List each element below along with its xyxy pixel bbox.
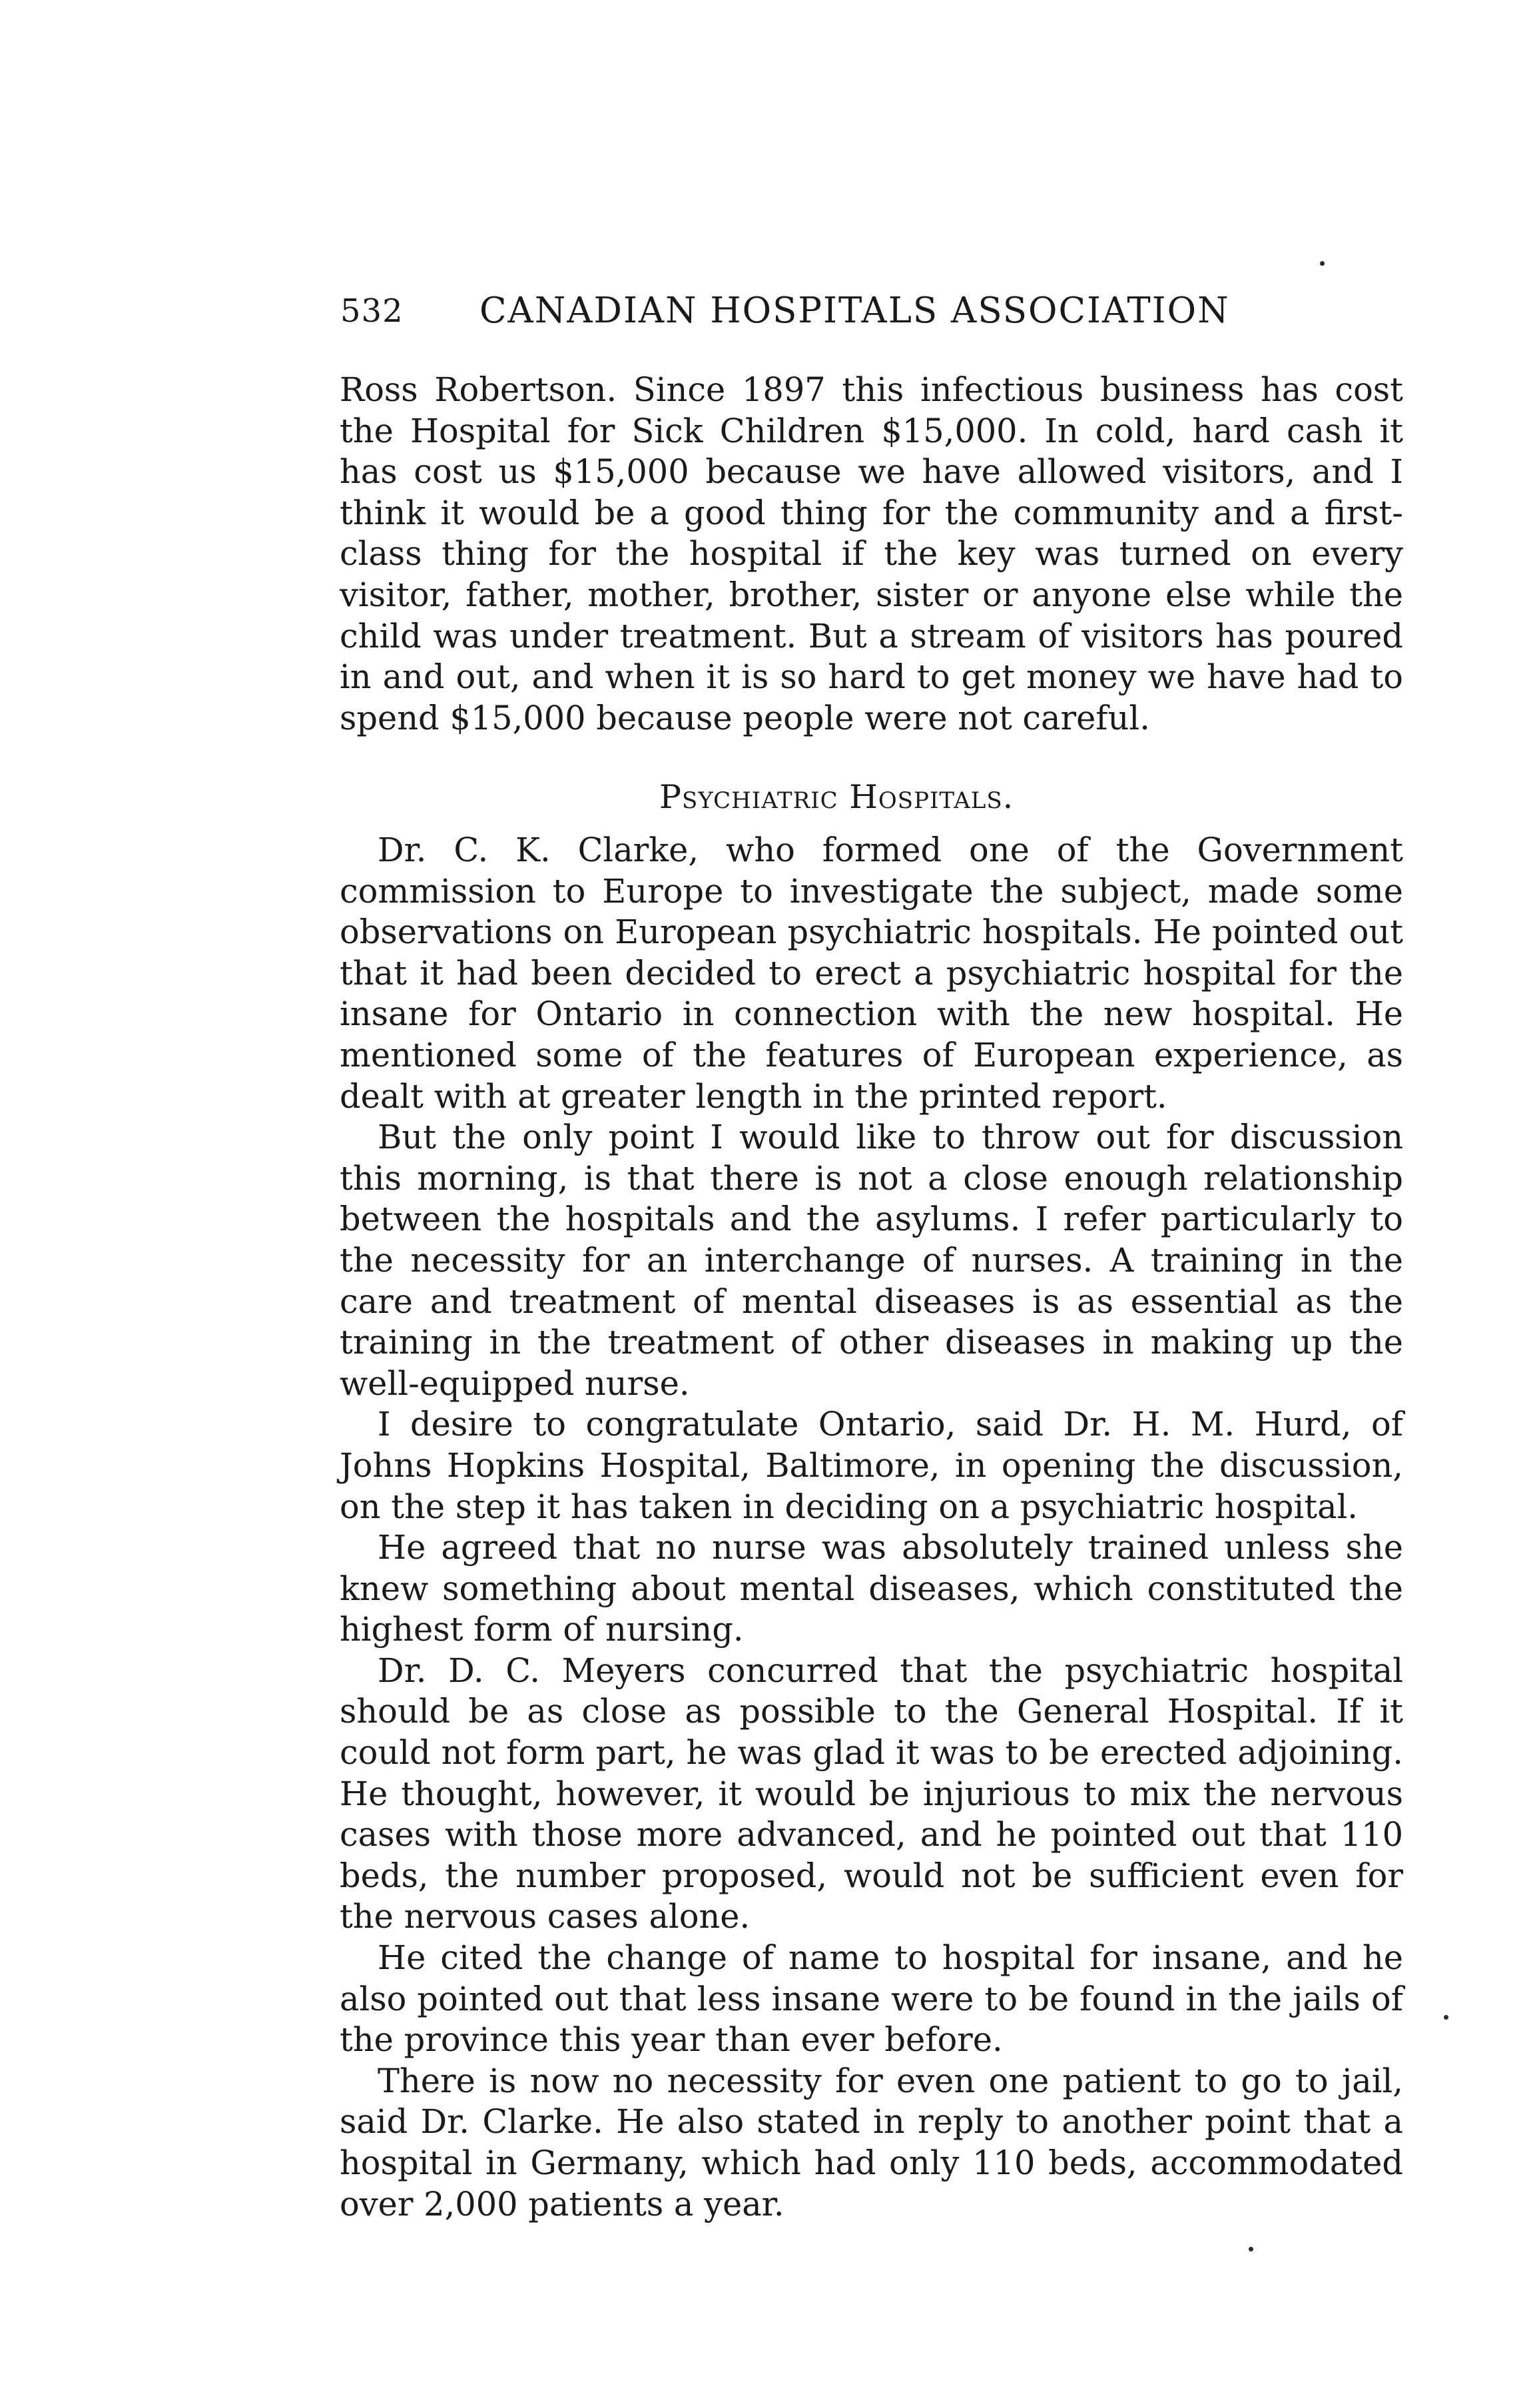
paragraph: I desire to congratulate Ontario, said Dr. H. M. Hurd, of Johns Hopkins Hospital, Baltimore, in opening the discussion, on the step it has taken in deciding on a psychiatric hospital. — [340, 1405, 1403, 1526]
paragraph: There is now no necessity for even one patient to go to jail, said Dr. Clarke. He also stated in reply to another point that a hospital in Germany, which had only 110 beds, accommodated over 2,000 patients a year. — [340, 2061, 1403, 2223]
section-body — [340, 830, 1403, 2225]
print-speck — [1249, 2247, 1253, 2251]
running-head-title: CANADIAN HOSPITALS ASSOCIATION — [479, 290, 1230, 331]
section-heading: Psychiatric Hospitals. — [659, 778, 1014, 816]
paragraph: But the only point I would like to throw out for discussion this morning, is that there is not a close enough relationship between the hospitals and the asylums. I refer particularly to the necessity for an interchange of nurses. A training in the care and treatment of mental diseases is as essential as the training in the treatment of other diseases in making up the well-equipped nurse. — [340, 1118, 1403, 1403]
paragraph: Ross Robertson. Since 1897 this infectious business has cost the Hospital for Sick Children $15,000. In cold, hard cash it has cost us $15,000 because we have allowed visitors, and I think it would be a good thing for the community and a first-class thing for the hospital if the key was turned on every visitor, father, mother, brother, sister or anyone else while the child was under treatment. But a stream of visitors has poured in and out, and when it is so hard to get money we have had to spend $15,000 because people were not careful. — [340, 370, 1403, 737]
paragraph: He agreed that no nurse was absolutely trained unless she knew something about mental diseases, which constituted the highest form of nursing. — [340, 1528, 1403, 1649]
paragraph: Dr. D. C. Meyers concurred that the psychiatric hospital should be as close as possible to the General Hospital. If it could not form part, he was glad it was to be erected adjoining. He thought, however, it would be injurious to mix the nervous cases with those more advanced, and he pointed out that 110 beds, the number proposed, would not be sufficient even for the nervous cases alone. — [340, 1651, 1403, 1936]
print-speck — [1320, 261, 1325, 266]
print-speck — [1444, 2015, 1448, 2020]
paragraph: Dr. C. K. Clarke, who formed one of the Government commission to Europe to investigate the subject, made some observations on European psychiatric hospitals. He pointed out that it had been decided to erect a psychiatric hospital for the insane for Ontario in connection with the new hospital. He mentioned some of the features of European experience, as dealt with at greater length in the printed report. — [340, 831, 1403, 1116]
running-head — [340, 288, 1406, 334]
page-number: 532 — [340, 292, 404, 330]
paragraph: He cited the change of name to hospital for insane, and he also pointed out that less insane were to be found in the jails of the province this year than ever before. — [340, 1938, 1403, 2060]
opening-text — [340, 370, 1403, 739]
